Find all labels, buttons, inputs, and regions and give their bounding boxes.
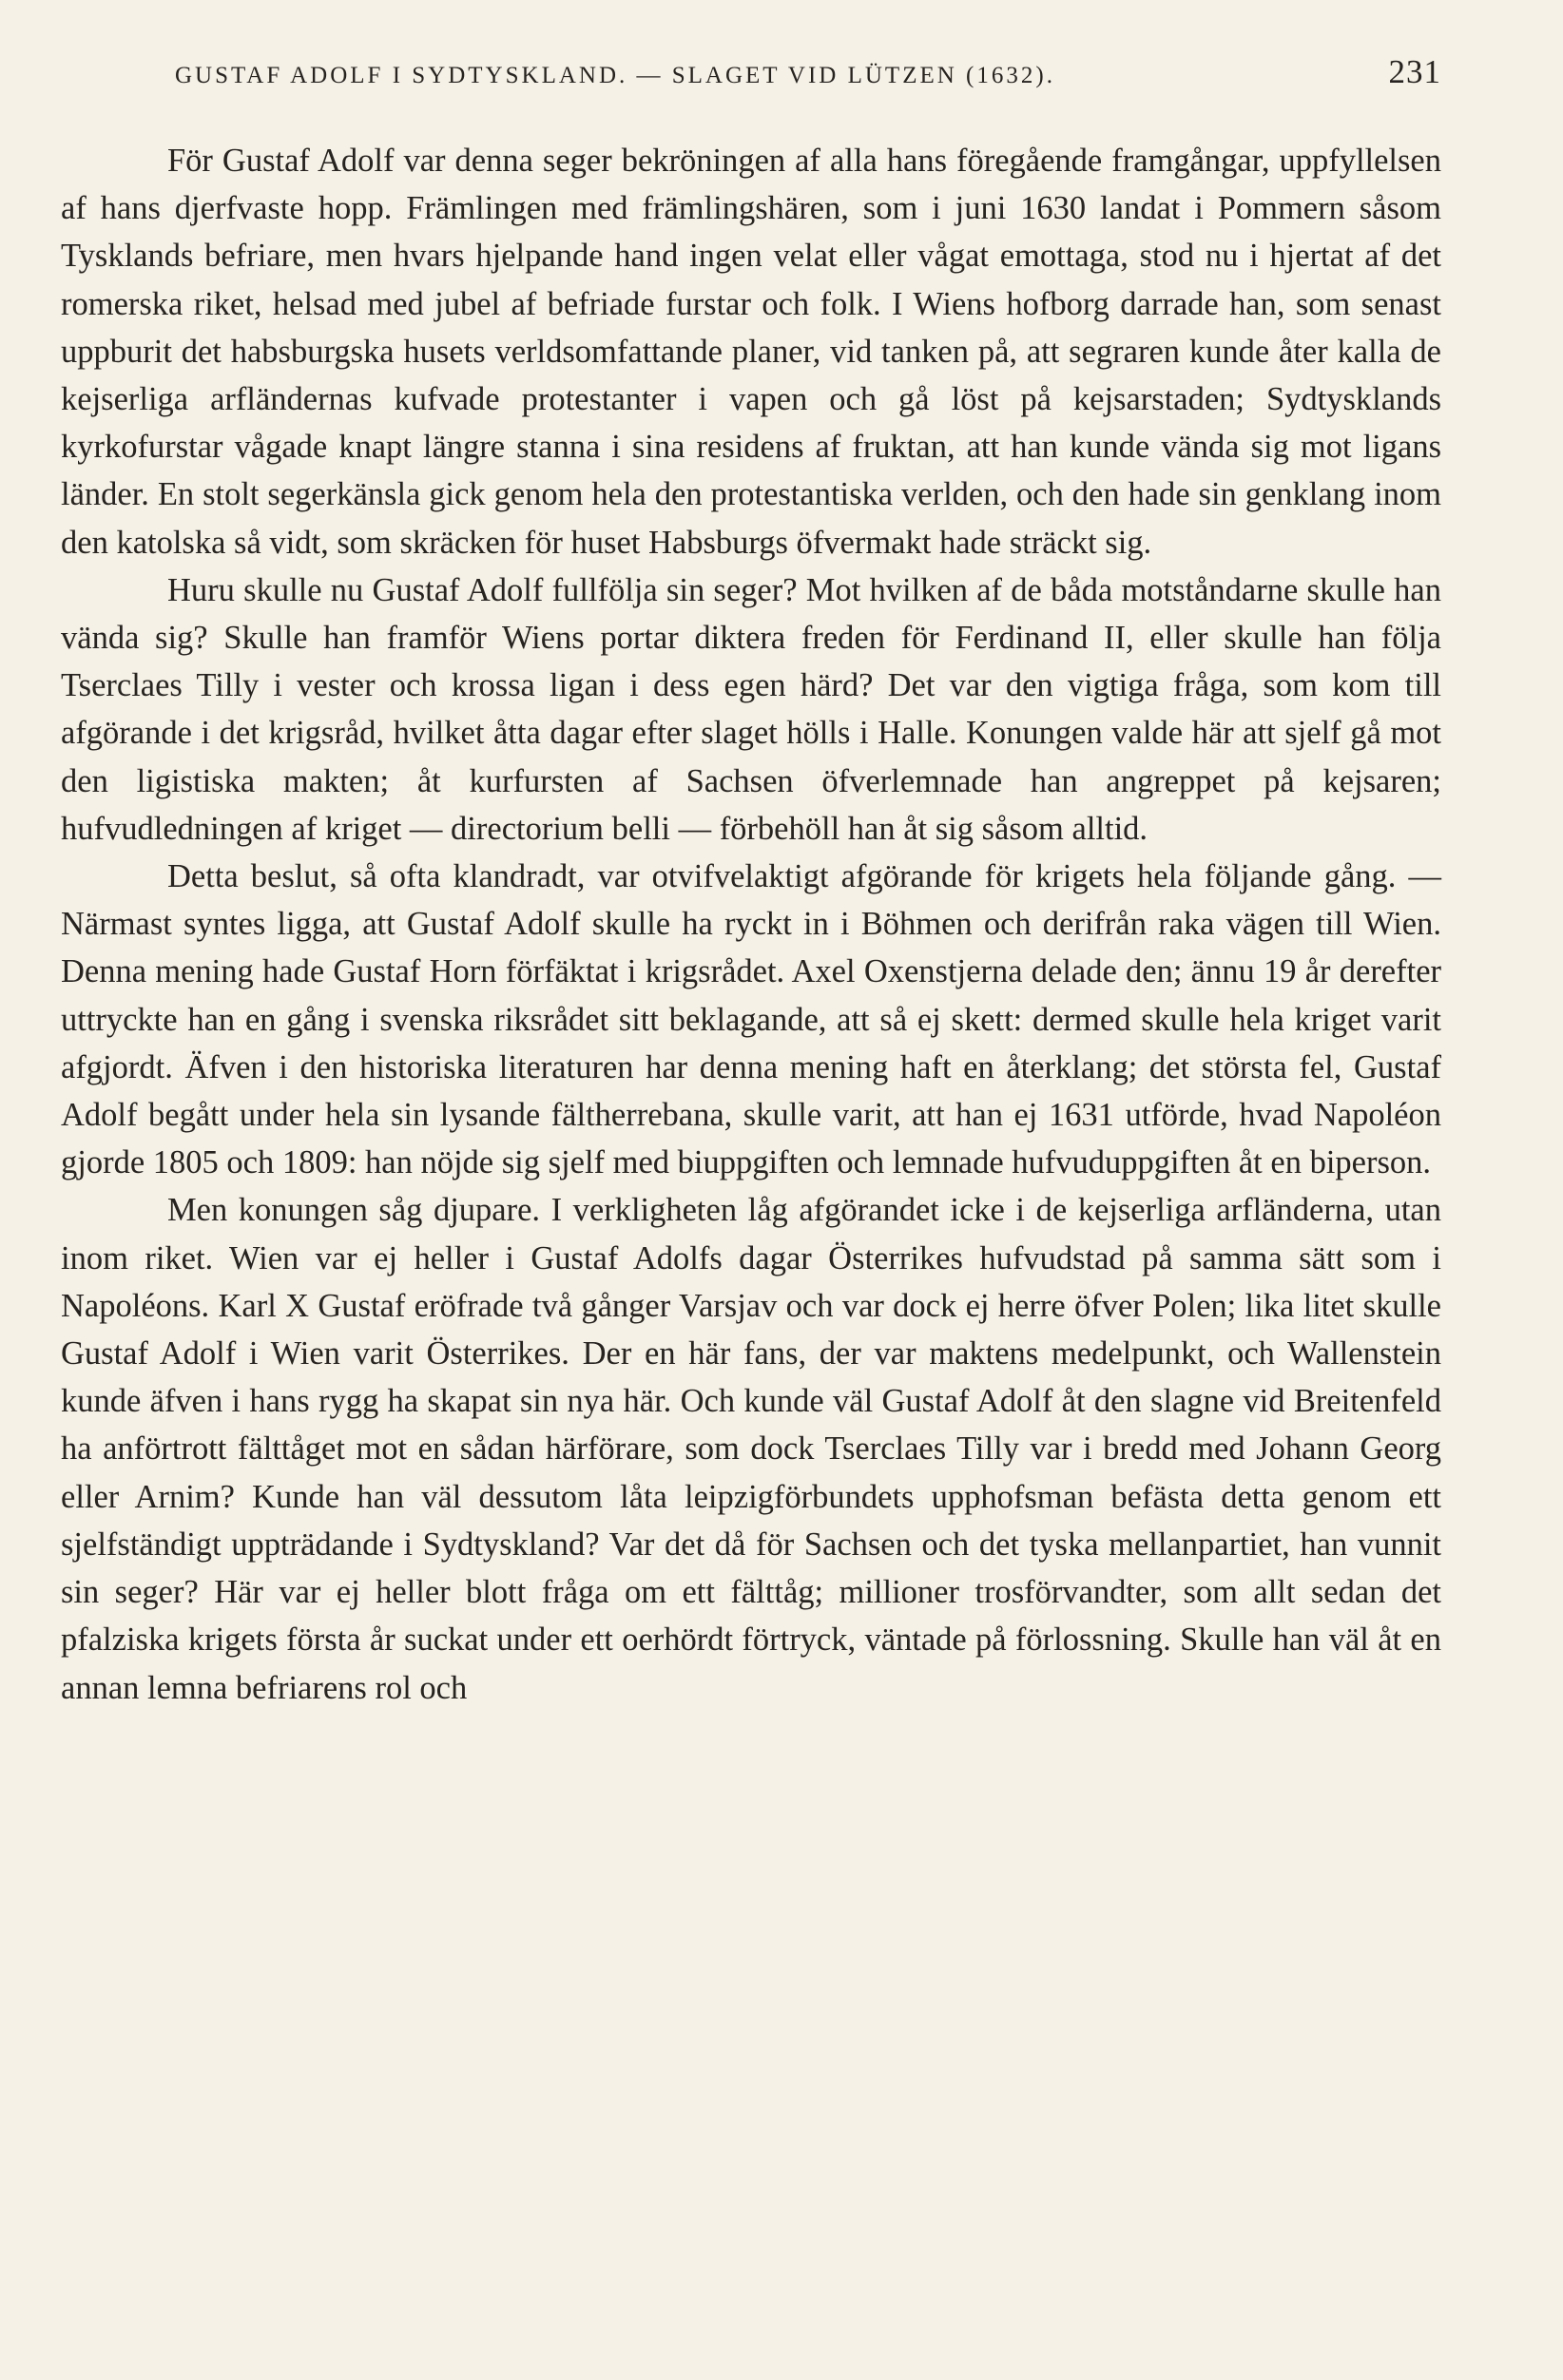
body-text — [61, 137, 1441, 1712]
paragraph: Huru skulle nu Gustaf Adolf fullfölja sin seger? Mot hvilken af de båda motståndarne skulle han vända sig? Skulle han framför Wiens portar diktera freden för Ferdinand II, eller skulle han följa Tserclaes Tilly i vester och krossa ligan i dess egen härd? Det var den vigtiga fråga, som kom till afgörande i det krigsråd, hvilket åtta dagar efter slaget hölls i Halle. Konungen valde här att sjelf gå mot den ligistiska makten; åt kurfursten af Sachsen öfverlemnade han angreppet på kejsaren; hufvudledningen af kriget — directorium belli — förbehöll han åt sig såsom alltid. — [61, 571, 1441, 847]
paragraph: Detta beslut, så ofta klandradt, var otvifvelaktigt afgörande för krigets hela följande gång. — Närmast syntes ligga, att Gustaf Adolf skulle ha ryckt in i Böhmen och derifrån raka vägen till Wien. Denna mening hade Gustaf Horn förfäktat i krigsrådet. Axel Oxenstjerna delade den; ännu 19 år derefter uttryckte han en gång i svenska riksrådet sitt beklagande, att så ej skett: dermed skulle hela kriget varit afgjordt. Äfven i den historiska literaturen har denna mening haft en återklang; det största fel, Gustaf Adolf begått under hela sin lysande fältherrebana, skulle varit, att han ej 1631 utförde, hvad Napoléon gjorde 1805 och 1809: han nöjde sig sjelf med biuppgiften och lemnade hufvuduppgiften åt en biperson. — [61, 858, 1441, 1181]
paragraph: Men konungen såg djupare. I verkligheten låg afgörandet icke i de kejserliga arfländerna, utan inom riket. Wien var ej heller i Gustaf Adolfs dagar Österrikes hufvudstad på samma sätt som i Napoléons. Karl X Gustaf eröfrade två gånger Varsjav och var dock ej herre öfver Polen; lika litet skulle Gustaf Adolf i Wien varit Österrikes. Der en här fans, der var maktens medelpunkt, och Wallenstein kunde äfven i hans rygg ha skapat sin nya här. Och kunde väl Gustaf Adolf åt den slagne vid Breitenfeld ha anförtrott fälttåget mot en sådan härförare, som dock Tserclaes Tilly var i bredd med Johann Georg eller Arnim? Kunde han väl dessutom låta leipzigförbundets upphofsman befästa detta genom ett sjelfständigt uppträdande i Sydtyskland? Var det då för Sachsen och det tyska mellanpartiet, han vunnit sin seger? Här var ej heller blott fråga om ett fälttåg; millioner trosförvandter, som allt sedan det pfalziska krigets första år suckat under ett oerhördt förtryck, väntade på förlossning. Skulle han väl åt en annan lemna befriarens rol och — [61, 1192, 1441, 1706]
running-head-title: GUSTAF ADOLF I SYDTYSKLAND. — SLAGET VID LÜTZEN (1632). — [175, 63, 1055, 88]
book-page — [61, 53, 1441, 1712]
running-head — [61, 53, 1441, 99]
paragraph: För Gustaf Adolf var denna seger bekröningen af alla hans föregående framgångar, uppfyllelsen af hans djerfvaste hopp. Främlingen med främlingshären, som i juni 1630 landat i Pommern såsom Tysklands befriare, men hvars hjelpande hand ingen velat eller vågat emottaga, stod nu i hjertat af det romerska riket, helsad med jubel af befriade furstar och folk. I Wiens hofborg darrade han, som senast uppburit det habsburgska husets verldsomfattande planer, vid tanken på, att segraren kunde åter kalla de kejserliga arfländernas kufvade protestanter i vapen och gå löst på kejsarstaden; Sydtysklands kyrkofurstar vågade knapt längre stanna i sina residens af fruktan, att han kunde vända sig mot ligans länder. En stolt segerkänsla gick genom hela den protestantiska verlden, och den hade sin genklang inom den katolska så vidt, som skräcken för huset Habsburgs öfvermakt hade sträckt sig. — [61, 143, 1441, 561]
page-number: 231 — [1388, 53, 1441, 90]
